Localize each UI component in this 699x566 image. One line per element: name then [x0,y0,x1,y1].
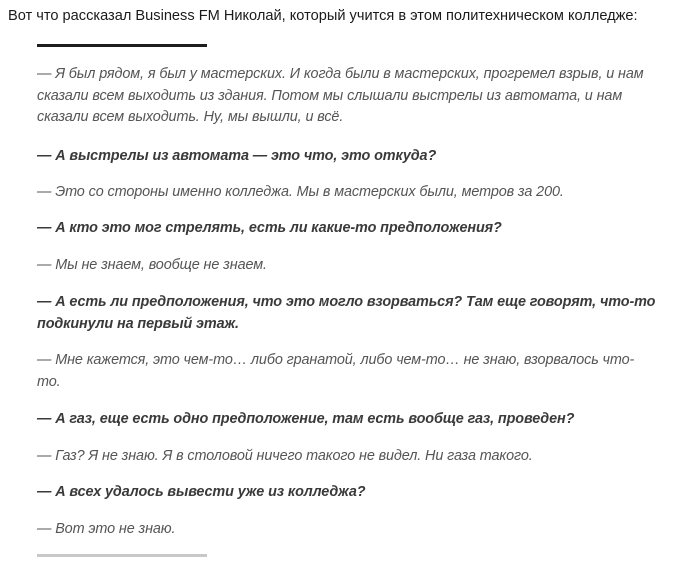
question-paragraph: — А кто это мог стрелять, есть ли какие-то предположения? [37,220,502,236]
top-divider [37,44,207,47]
answer-paragraph: — Газ? Я не знаю. Я в столовой ничего такого не видел. Ни газа такого. [37,448,533,464]
answer-paragraph: — Вот это не знаю. [37,521,176,537]
answer-paragraph: — Я был рядом, я был у мастерских. И когда были в мастерских, прогремел взрыв, и нам сказали всем выходить из здания. Потом мы слышали выстрелы из автомата, и нам сказали всем выходить. Ну, мы вышли, и всё. [37,66,644,125]
answer-paragraph: — Мы не знаем, вообще не знаем. [37,257,267,273]
intro-text: Вот что рассказал Business FM Николай, который учится в этом политехническом колледже: [8,8,638,24]
answer-paragraph: — Мне кажется, это чем-то… либо гранатой, либо чем-то… не знаю, взорвалось что-то. [37,352,635,390]
question-paragraph: — А выстрелы из автомата — это что, это откуда? [37,148,437,164]
question-paragraph: — А есть ли предположения, что это могло взорваться? Там еще говорят, что-то подкинули на первый этаж. [37,294,656,332]
question-paragraph: — А газ, еще есть одно предположение, там есть вообще газ, проведен? [37,411,575,427]
answer-paragraph: — Это со стороны именно колледжа. Мы в мастерских были, метров за 200. [37,184,564,200]
bottom-divider [37,554,207,557]
question-paragraph: — А всех удалось вывести уже из колледжа? [37,484,366,500]
